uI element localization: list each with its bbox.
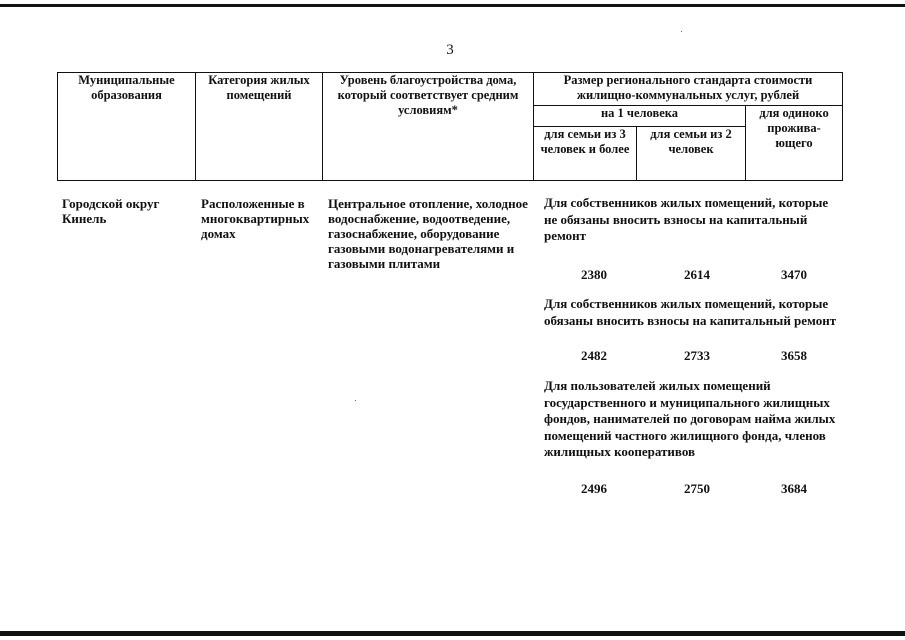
header-family3: для семьи из 3 человек и более bbox=[534, 127, 637, 181]
header-table bbox=[57, 72, 843, 181]
top-rule bbox=[0, 4, 905, 7]
value-single: 3684 bbox=[781, 481, 807, 496]
header-single: для одиноко прожива-ющего bbox=[746, 106, 843, 181]
value-single: 3470 bbox=[781, 267, 807, 282]
value-family2: 2614 bbox=[684, 267, 710, 282]
scan-speck bbox=[355, 400, 356, 401]
header-municipal: Муниципальные образования bbox=[58, 73, 196, 181]
level-cell: Центральное отопление, холодное водоснабжение, водоотведение, газоснабжение, оборудование газовыми водонагревателями и газовыми плитами bbox=[328, 196, 528, 271]
group-label: Для пользователей жилых помещений государственного и муниципального жилищных фондов, нанимателей по договорам найма жилых помещений частного жилищного фонда, членов жилищных кооперативов bbox=[544, 378, 836, 459]
scan-speck bbox=[681, 31, 682, 32]
header-per-person: на 1 человека bbox=[534, 106, 746, 127]
group-label: Для собственников жилых помещений, которые обязаны вносить взносы на капитальный ремонт bbox=[544, 296, 837, 328]
header-level: Уровень благоустройства дома, который соответствует средним условиям* bbox=[323, 73, 534, 181]
municipality-cell: Городской округ Кинель bbox=[62, 196, 160, 226]
value-family3: 2496 bbox=[581, 481, 607, 496]
header-family2: для семьи из 2 человек bbox=[637, 127, 746, 181]
group-label: Для собственников жилых помещений, которые не обязаны вносить взносы на капитальный ремонт bbox=[544, 195, 829, 243]
header-standard-size: Размер регионального стандарта стоимости жилищно-коммунальных услуг, рублей bbox=[534, 73, 843, 106]
header-category: Категория жилых помещений bbox=[196, 73, 323, 181]
value-family2: 2733 bbox=[684, 348, 710, 363]
value-family3: 2380 bbox=[581, 267, 607, 282]
value-family3: 2482 bbox=[581, 348, 607, 363]
value-single: 3658 bbox=[781, 348, 807, 363]
value-family2: 2750 bbox=[684, 481, 710, 496]
category-cell: Расположенные в многоквартирных домах bbox=[201, 196, 310, 241]
bottom-rule bbox=[0, 631, 905, 636]
page-number: 3 bbox=[446, 42, 454, 58]
